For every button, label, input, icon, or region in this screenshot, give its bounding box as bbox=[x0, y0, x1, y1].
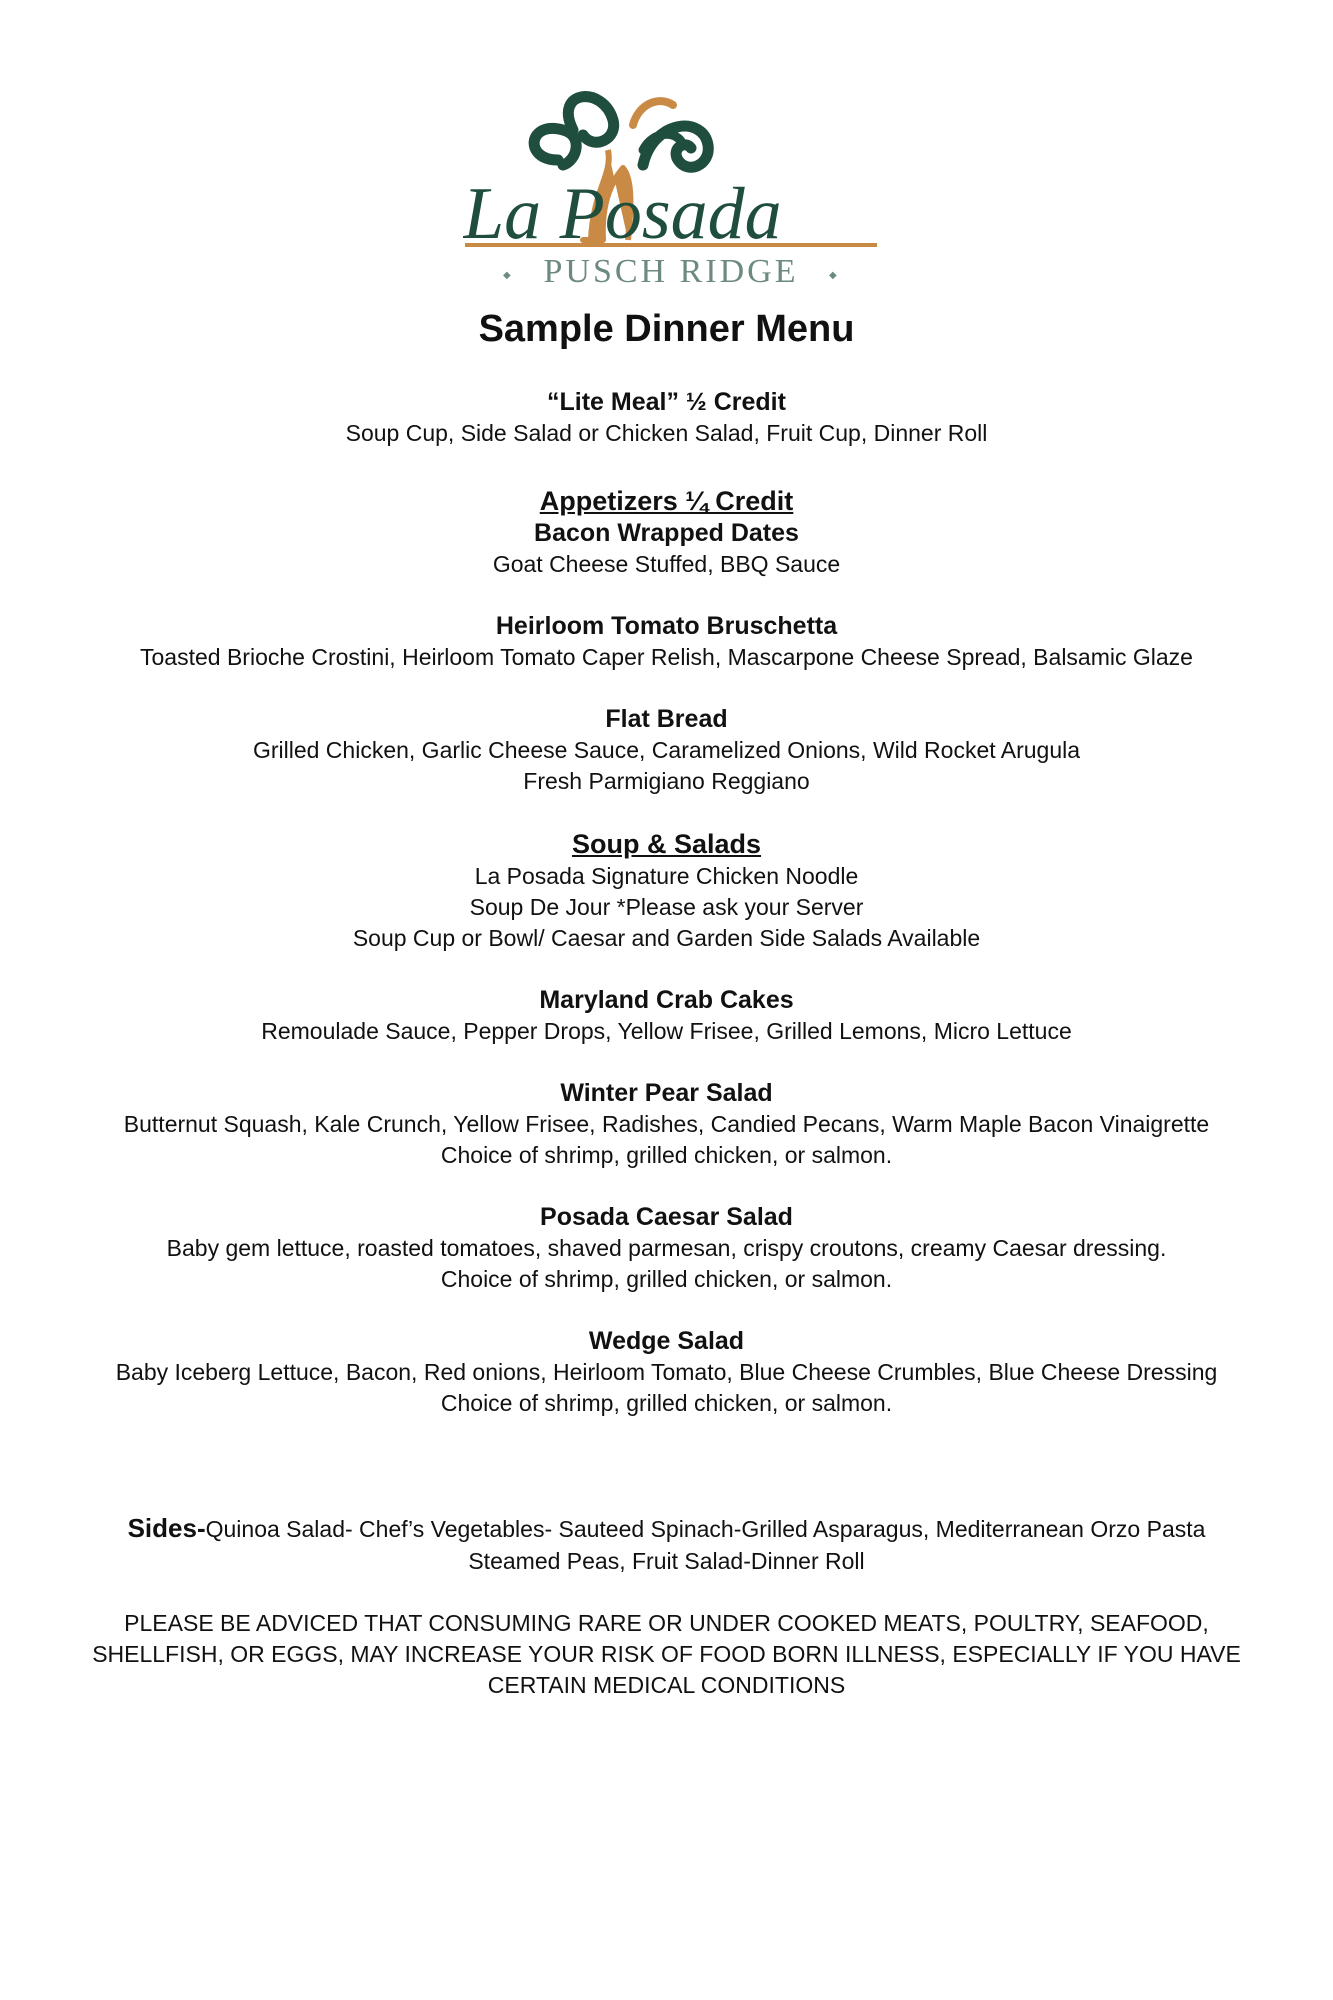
soup-line: Soup De Jour *Please ask your Server bbox=[469, 894, 864, 920]
lite-meal-heading: “Lite Meal” ½ Credit bbox=[547, 388, 786, 416]
svg-text:◆: ◆ bbox=[503, 270, 511, 281]
menu-item bbox=[0, 1326, 1333, 1419]
lite-meal-section bbox=[0, 387, 1333, 449]
menu-item-desc-extra: Fresh Parmigiano Reggiano bbox=[523, 768, 810, 794]
food-safety-notice bbox=[0, 1608, 1333, 1701]
sides-line-2: Steamed Peas, Fruit Salad-Dinner Roll bbox=[468, 1548, 865, 1574]
soup-line: La Posada Signature Chicken Noodle bbox=[474, 863, 859, 889]
appetizers-heading: Appetizers ¼ Credit bbox=[539, 486, 794, 516]
appetizers-section bbox=[0, 485, 1333, 580]
tree-logo-icon bbox=[463, 90, 879, 290]
la-posada-logo bbox=[463, 90, 879, 290]
menu-item-name: Maryland Crab Cakes bbox=[539, 986, 794, 1014]
menu-item bbox=[0, 1202, 1333, 1295]
menu-item-desc: Remoulade Sauce, Pepper Drops, Yellow Frisee, Grilled Lemons, Micro Lettuce bbox=[261, 1018, 1072, 1044]
menu-item bbox=[0, 704, 1333, 797]
menu-item-desc-extra: Choice of shrimp, grilled chicken, or salmon. bbox=[440, 1142, 893, 1168]
notice-line: CERTAIN MEDICAL CONDITIONS bbox=[487, 1672, 846, 1698]
menu-item-name: Posada Caesar Salad bbox=[540, 1203, 793, 1231]
soup-line: Soup Cup or Bowl/ Caesar and Garden Side Salads Available bbox=[352, 925, 981, 951]
menu-item bbox=[0, 985, 1333, 1047]
sides-label: Sides- bbox=[127, 1513, 206, 1543]
svg-text:La Posada: La Posada bbox=[463, 173, 782, 255]
svg-text:◆: ◆ bbox=[829, 270, 837, 281]
menu-item-desc: Toasted Brioche Crostini, Heirloom Tomato Caper Relish, Mascarpone Cheese Spread, Balsamic Glaze bbox=[140, 644, 1193, 670]
svg-text:PUSCH RIDGE: PUSCH RIDGE bbox=[543, 253, 799, 290]
menu-item-desc: Baby Iceberg Lettuce, Bacon, Red onions, Heirloom Tomato, Blue Cheese Crumbles, Blue Cheese Dressing bbox=[115, 1359, 1218, 1385]
sides-section bbox=[0, 1512, 1333, 1577]
sides-line bbox=[0, 1512, 1333, 1545]
lite-meal-desc: Soup Cup, Side Salad or Chicken Salad, Fruit Cup, Dinner Roll bbox=[345, 420, 988, 446]
menu-item-desc: Goat Cheese Stuffed, BBQ Sauce bbox=[492, 551, 841, 577]
menu-item-desc: Baby gem lettuce, roasted tomatoes, shaved parmesan, crispy croutons, creamy Caesar dressing. bbox=[166, 1235, 1167, 1261]
menu-item bbox=[0, 1078, 1333, 1171]
notice-line: PLEASE BE ADVICED THAT CONSUMING RARE OR UNDER COOKED MEATS, POULTRY, SEAFOOD, bbox=[124, 1610, 1209, 1636]
menu-item-desc: Grilled Chicken, Garlic Cheese Sauce, Caramelized Onions, Wild Rocket Arugula bbox=[252, 737, 1081, 763]
menu-item-desc: Butternut Squash, Kale Crunch, Yellow Frisee, Radishes, Candied Pecans, Warm Maple Bacon Vinaigrette bbox=[123, 1111, 1210, 1137]
menu-title: Sample Dinner Menu bbox=[478, 308, 855, 350]
menu-item-name: Wedge Salad bbox=[588, 1327, 745, 1355]
menu-item-name: Winter Pear Salad bbox=[560, 1079, 773, 1107]
notice-line: SHELLFISH, OR EGGS, MAY INCREASE YOUR RISK OF FOOD BORN ILLNESS, ESPECIALLY IF YOU HAVE bbox=[92, 1641, 1241, 1667]
sides-list: Quinoa Salad- Chef’s Vegetables- Sauteed Spinach-Grilled Asparagus, Mediterranean Orzo Pasta bbox=[205, 1516, 1206, 1542]
soup-salads-heading: Soup & Salads bbox=[571, 829, 762, 859]
menu-item-desc-extra: Choice of shrimp, grilled chicken, or salmon. bbox=[440, 1266, 893, 1292]
menu-item-name: Flat Bread bbox=[605, 705, 728, 733]
soup-salads-section bbox=[0, 828, 1333, 954]
menu-item-name: Bacon Wrapped Dates bbox=[534, 519, 799, 547]
menu-item-name: Heirloom Tomato Bruschetta bbox=[495, 612, 838, 640]
menu-item bbox=[0, 611, 1333, 673]
menu-item-desc-extra: Choice of shrimp, grilled chicken, or salmon. bbox=[440, 1390, 893, 1416]
